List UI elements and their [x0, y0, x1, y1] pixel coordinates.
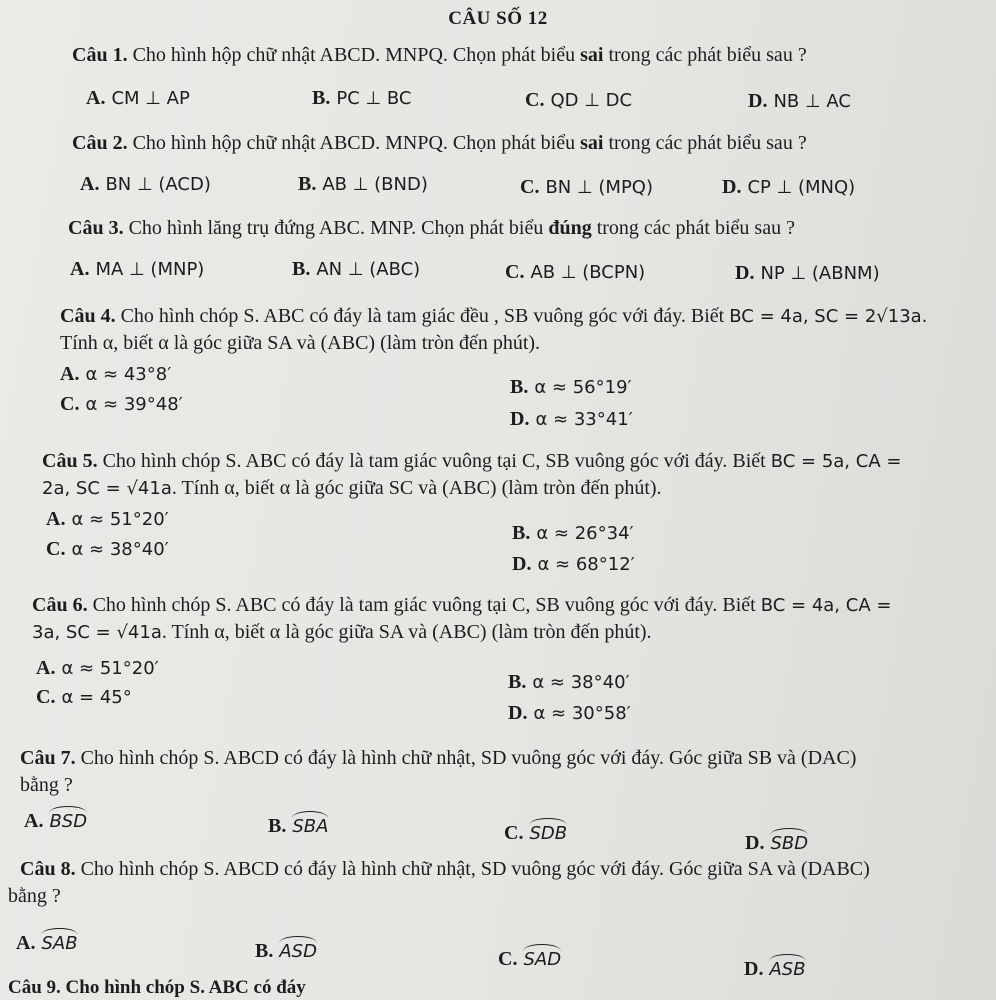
q6-option-c: C. α = 45° — [36, 686, 132, 708]
q8-option-d: D. ASB — [744, 958, 806, 980]
question-5-stem: Câu 5. Cho hình chóp S. ABC có đáy là tam giác vuông tại C, SB vuông góc với đáy. Biết BC = 5a, CA = 2a, SC = √41a. Tính α, biết α là góc giữa SC và (ABC) (làm tròn đến phút). — [42, 450, 902, 499]
q6-option-b: B. α ≈ 38°40′ — [508, 671, 630, 693]
q3-option-d: D. NP ⊥ (ABNM) — [735, 262, 880, 284]
q3-option-c: C. AB ⊥ (BCPN) — [505, 261, 646, 283]
q2-option-b: B. AB ⊥ (BND) — [298, 173, 428, 195]
q3-option-b: B. AN ⊥ (ABC) — [292, 258, 421, 280]
q1-option-b: B. PC ⊥ BC — [312, 87, 412, 109]
question-8-stem: Câu 8. Cho hình chóp S. ABCD có đáy là hình chữ nhật, SD vuông góc với đáy. Góc giữa SA và (DABC) bằng ? — [8, 858, 870, 907]
question-6-stem: Câu 6. Cho hình chóp S. ABC có đáy là tam giác vuông tại C, SB vuông góc với đáy. Biết BC = 4a, CA = 3a, SC = √41a. Tính α, biết α là góc giữa SA và (ABC) (làm tròn đến phút). — [32, 594, 892, 643]
q2-option-a: A. BN ⊥ (ACD) — [80, 173, 211, 195]
question-3-stem: Câu 3. Cho hình lăng trụ đứng ABC. MNP. Chọn phát biểu đúng trong các phát biểu sau ? — [68, 217, 795, 239]
question-7-stem: Câu 7. Cho hình chóp S. ABCD có đáy là hình chữ nhật, SD vuông góc với đáy. Góc giữa SB và (DAC) bằng ? — [20, 747, 857, 796]
q5-option-c: C. α ≈ 38°40′ — [46, 538, 169, 560]
question-9-partial: Câu 9. Cho hình chóp S. ABC có đáy — [8, 977, 306, 998]
q4-option-b: B. α ≈ 56°19′ — [510, 376, 632, 398]
q6-option-d: D. α ≈ 30°58′ — [508, 702, 631, 724]
q2-option-c: C. BN ⊥ (MPQ) — [520, 176, 653, 198]
q1-option-c: C. QD ⊥ DC — [525, 89, 633, 111]
q3-option-a: A. MA ⊥ (MNP) — [70, 258, 205, 280]
q5-option-d: D. α ≈ 68°12′ — [512, 553, 635, 575]
q7-option-d: D. SBD — [745, 832, 809, 854]
q5-option-b: B. α ≈ 26°34′ — [512, 522, 634, 544]
question-4-stem: Câu 4. Cho hình chóp S. ABC có đáy là tam giác đều , SB vuông góc với đáy. Biết BC = 4a, SC = 2√13a. Tính α, biết α là góc giữa SA và (ABC) (làm tròn đến phút). — [60, 305, 928, 354]
q7-option-a: A. BSD — [24, 810, 88, 832]
q1-option-d: D. NB ⊥ AC — [748, 90, 851, 112]
question-1-label: Câu 1. — [72, 44, 128, 66]
q8-option-b: B. ASD — [255, 940, 317, 962]
q2-option-d: D. CP ⊥ (MNQ) — [722, 176, 856, 198]
q8-option-a: A. SAB — [16, 932, 78, 954]
q7-option-c: C. SDB — [504, 822, 568, 844]
question-2-stem: Câu 2. Cho hình hộp chữ nhật ABCD. MNPQ. Chọn phát biểu sai trong các phát biểu sau ? — [72, 132, 807, 154]
q8-option-c: C. SAD — [498, 948, 562, 970]
page-heading: CÂU SỐ 12 — [448, 8, 548, 29]
q5-option-a: A. α ≈ 51°20′ — [46, 508, 169, 530]
q4-option-d: D. α ≈ 33°41′ — [510, 408, 633, 430]
q4-option-a: A. α ≈ 43°8′ — [60, 363, 172, 385]
q4-option-c: C. α ≈ 39°48′ — [60, 393, 183, 415]
q6-option-a: A. α ≈ 51°20′ — [36, 657, 159, 679]
q7-option-b: B. SBA — [268, 815, 329, 837]
q1-option-a: A. CM ⊥ AP — [86, 87, 190, 109]
question-1-stem: Câu 1. Cho hình hộp chữ nhật ABCD. MNPQ. Chọn phát biểu sai trong các phát biểu sau ? — [72, 44, 807, 66]
